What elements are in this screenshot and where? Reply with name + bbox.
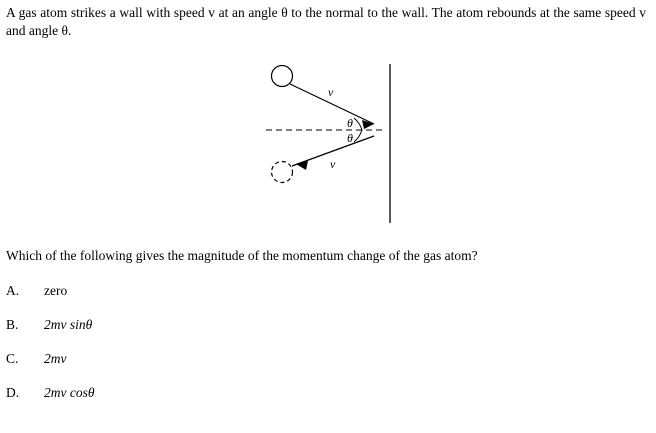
- diagram-svg: [250, 58, 420, 228]
- option-c-letter: C.: [6, 351, 19, 366]
- v-incoming-label: v: [328, 85, 334, 99]
- option-d[interactable]: [6, 385, 646, 419]
- v-outgoing-label: v: [330, 157, 336, 171]
- option-c[interactable]: [6, 351, 646, 385]
- option-c-text: 2mv: [44, 351, 67, 366]
- option-d-text: 2mv cosθ: [44, 385, 95, 400]
- option-d-letter: D.: [6, 385, 20, 400]
- option-b[interactable]: [6, 317, 646, 351]
- option-b-text: 2mv sinθ: [44, 317, 93, 332]
- option-a-letter: A.: [6, 283, 20, 298]
- question-stem: [6, 4, 646, 40]
- question-stem-line2: at the same speed v and angle θ.: [6, 5, 646, 39]
- answer-options-list: [6, 283, 646, 419]
- question-stem-line1: A gas atom strikes a wall with speed v at an angle θ to the normal to the wall. The atom rebounds: [6, 5, 537, 20]
- question-prompt: Which of the following gives the magnitude of the momentum change of the gas atom?: [6, 248, 478, 263]
- atom-outgoing-circle: [272, 162, 293, 183]
- collision-diagram: [250, 58, 420, 228]
- option-a[interactable]: [6, 283, 646, 317]
- theta-upper-label: θ: [347, 116, 353, 130]
- option-a-text: zero: [44, 283, 68, 298]
- angle-arc-upper: [354, 118, 362, 130]
- theta-lower-label: θ: [347, 131, 353, 145]
- atom-incoming-circle: [272, 66, 293, 87]
- option-b-letter: B.: [6, 317, 19, 332]
